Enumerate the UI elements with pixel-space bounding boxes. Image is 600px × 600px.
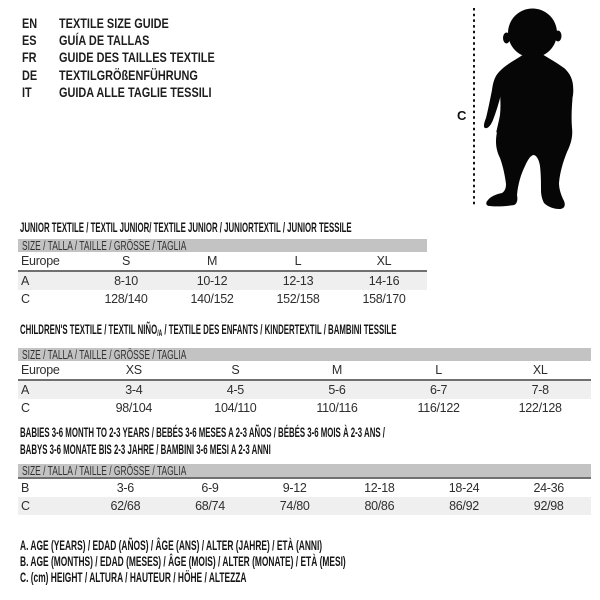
column-header-cell: M	[206, 254, 218, 268]
data-cell: 92/98	[533, 499, 564, 513]
column-header-cell: XS	[125, 363, 142, 377]
data-cell: 5-6	[328, 383, 346, 397]
data-cell: 104/110	[214, 401, 257, 415]
row-label-cell: C	[21, 499, 30, 513]
language-row-fr	[22, 49, 259, 66]
data-cell: 116/122	[417, 401, 460, 415]
data-cell: 128/140	[104, 292, 148, 306]
junior-columns-row	[18, 252, 427, 272]
language-code: EN	[22, 15, 38, 31]
column-header-cell: S	[121, 254, 131, 268]
data-cell: 3-4	[125, 383, 143, 397]
data-cell: 6-7	[429, 383, 448, 397]
babies-row-c	[18, 497, 591, 515]
data-cell: 110/116	[316, 401, 358, 415]
babies-row-b	[18, 479, 591, 497]
legend-notes	[20, 537, 563, 585]
children-heading-subscript: /A	[157, 328, 163, 338]
children-columns-row	[18, 361, 591, 381]
size-header-bar	[18, 348, 591, 361]
note-age-years: A. AGE (YEARS) / EDAD (AÑOS) / ÂGE (ANS) / ALTER (JAHRE) / ETÀ (ANNI)	[20, 537, 323, 553]
language-code: IT	[22, 83, 32, 100]
data-cell: 10-12	[196, 274, 228, 288]
note-age-months: B. AGE (MONTHS) / EDAD (MESES) / ÂGE (MOIS) / ALTER (MONATE) / ETÀ (MESI)	[20, 553, 346, 569]
language-row-de	[22, 67, 259, 84]
children-heading-rest: / TEXTILE DES ENFANTS / KINDERTEXTIL / BAMBINI TESSILE	[162, 321, 397, 337]
column-header-cell: XL	[376, 254, 392, 268]
guide-title: GUIDA ALLE TAGLIE TESSILI	[59, 83, 212, 100]
guide-title: GUIDE DES TAILLES TEXTILE	[59, 49, 215, 66]
language-row-es	[22, 32, 259, 49]
row-label-cell: C	[21, 401, 30, 415]
language-code: FR	[22, 49, 37, 66]
column-header-cell: L	[435, 363, 442, 377]
baby-head	[508, 9, 557, 58]
data-cell: 62/68	[110, 499, 141, 513]
guide-title: TEXTILE SIZE GUIDE	[59, 15, 169, 31]
language-code: ES	[22, 32, 37, 49]
size-header-bar	[18, 464, 591, 479]
babies-size-table	[18, 464, 591, 515]
data-cell: 80/86	[364, 499, 395, 513]
size-header-text: SIZE / TALLA / TAILLE / GRÖSSE / TAGLIA	[22, 348, 187, 361]
data-cell: 24-36	[533, 481, 564, 495]
guide-title: TEXTILGRÖßENFÜHRUNG	[59, 66, 198, 83]
row-label-cell: Europe	[21, 254, 60, 268]
junior-row-c	[18, 290, 427, 308]
data-cell: 12-13	[282, 274, 314, 288]
language-title-list	[22, 15, 259, 101]
baby-ear-right	[555, 31, 562, 42]
language-row-it	[22, 84, 259, 101]
baby-silhouette-figure	[455, 0, 600, 215]
children-row-a	[18, 381, 591, 399]
babies-section-heading	[20, 424, 385, 457]
junior-section-heading: JUNIOR TEXTILE / TEXTIL JUNIOR/ TEXTILE JUNIOR / JUNIORTEXTIL / JUNIOR TESSILE	[20, 219, 352, 235]
row-label-cell: B	[21, 481, 30, 495]
data-cell: 98/104	[115, 401, 153, 415]
column-header-cell: XL	[532, 363, 548, 377]
children-heading-main: CHILDREN'S TEXTILE / TEXTIL NIÑO	[20, 321, 158, 337]
language-row-en	[22, 15, 259, 32]
children-section-heading	[20, 321, 396, 338]
babies-heading-line1: BABIES 3-6 MONTH TO 2-3 YEARS / BEBÉS 3-6 MESES A 2-3 AÑOS / BÉBÉS 3-6 MOIS À 2-3 ANS /	[20, 424, 385, 440]
height-label: C	[457, 108, 467, 123]
data-cell: 152/158	[276, 292, 320, 306]
baby-ear-left	[503, 33, 510, 44]
data-cell: 8-10	[114, 274, 138, 288]
junior-size-table	[18, 239, 427, 308]
junior-row-a	[18, 272, 427, 290]
data-cell: 14-16	[368, 274, 400, 288]
row-label-cell: A	[21, 274, 30, 288]
row-label-cell: A	[21, 383, 30, 397]
children-row-c	[18, 399, 591, 417]
data-cell: 12-18	[364, 481, 395, 495]
data-cell: 74/80	[279, 499, 310, 513]
size-header-bar	[18, 239, 427, 252]
data-cell: 18-24	[448, 481, 480, 495]
data-cell: 86/92	[449, 499, 479, 513]
data-cell: 7-8	[531, 383, 549, 397]
data-cell: 9-12	[282, 481, 307, 495]
data-cell: 122/128	[518, 401, 562, 415]
babies-heading-line2: BABYS 3-6 MONATE BIS 2-3 JAHRE / BAMBINI 3-6 MESI A 2-3 ANNI	[20, 440, 271, 457]
size-header-text: SIZE / TALLA / TAILLE / GRÖSSE / TAGLIA	[22, 239, 187, 252]
row-label-cell: C	[21, 292, 30, 306]
row-label-cell: Europe	[21, 363, 60, 377]
size-header-text: SIZE / TALLA / TAILLE / GRÖSSE / TAGLIA	[22, 464, 187, 478]
language-code: DE	[22, 66, 38, 83]
data-cell: 4-5	[226, 383, 244, 397]
guide-title: GUÍA DE TALLAS	[59, 32, 150, 49]
data-cell: 3-6	[116, 481, 134, 495]
column-header-cell: M	[331, 363, 343, 377]
column-header-cell: S	[231, 363, 240, 377]
data-cell: 140/152	[190, 292, 234, 306]
data-cell: 158/170	[362, 292, 406, 306]
column-header-cell: L	[294, 254, 302, 268]
note-height: C. (cm) HEIGHT / ALTURA / HAUTEUR / HÖHE / ALTEZZA	[20, 569, 247, 585]
children-size-table	[18, 348, 591, 417]
data-cell: 6-9	[201, 481, 219, 495]
baby-silhouette	[484, 9, 573, 210]
data-cell: 68/74	[195, 499, 225, 513]
